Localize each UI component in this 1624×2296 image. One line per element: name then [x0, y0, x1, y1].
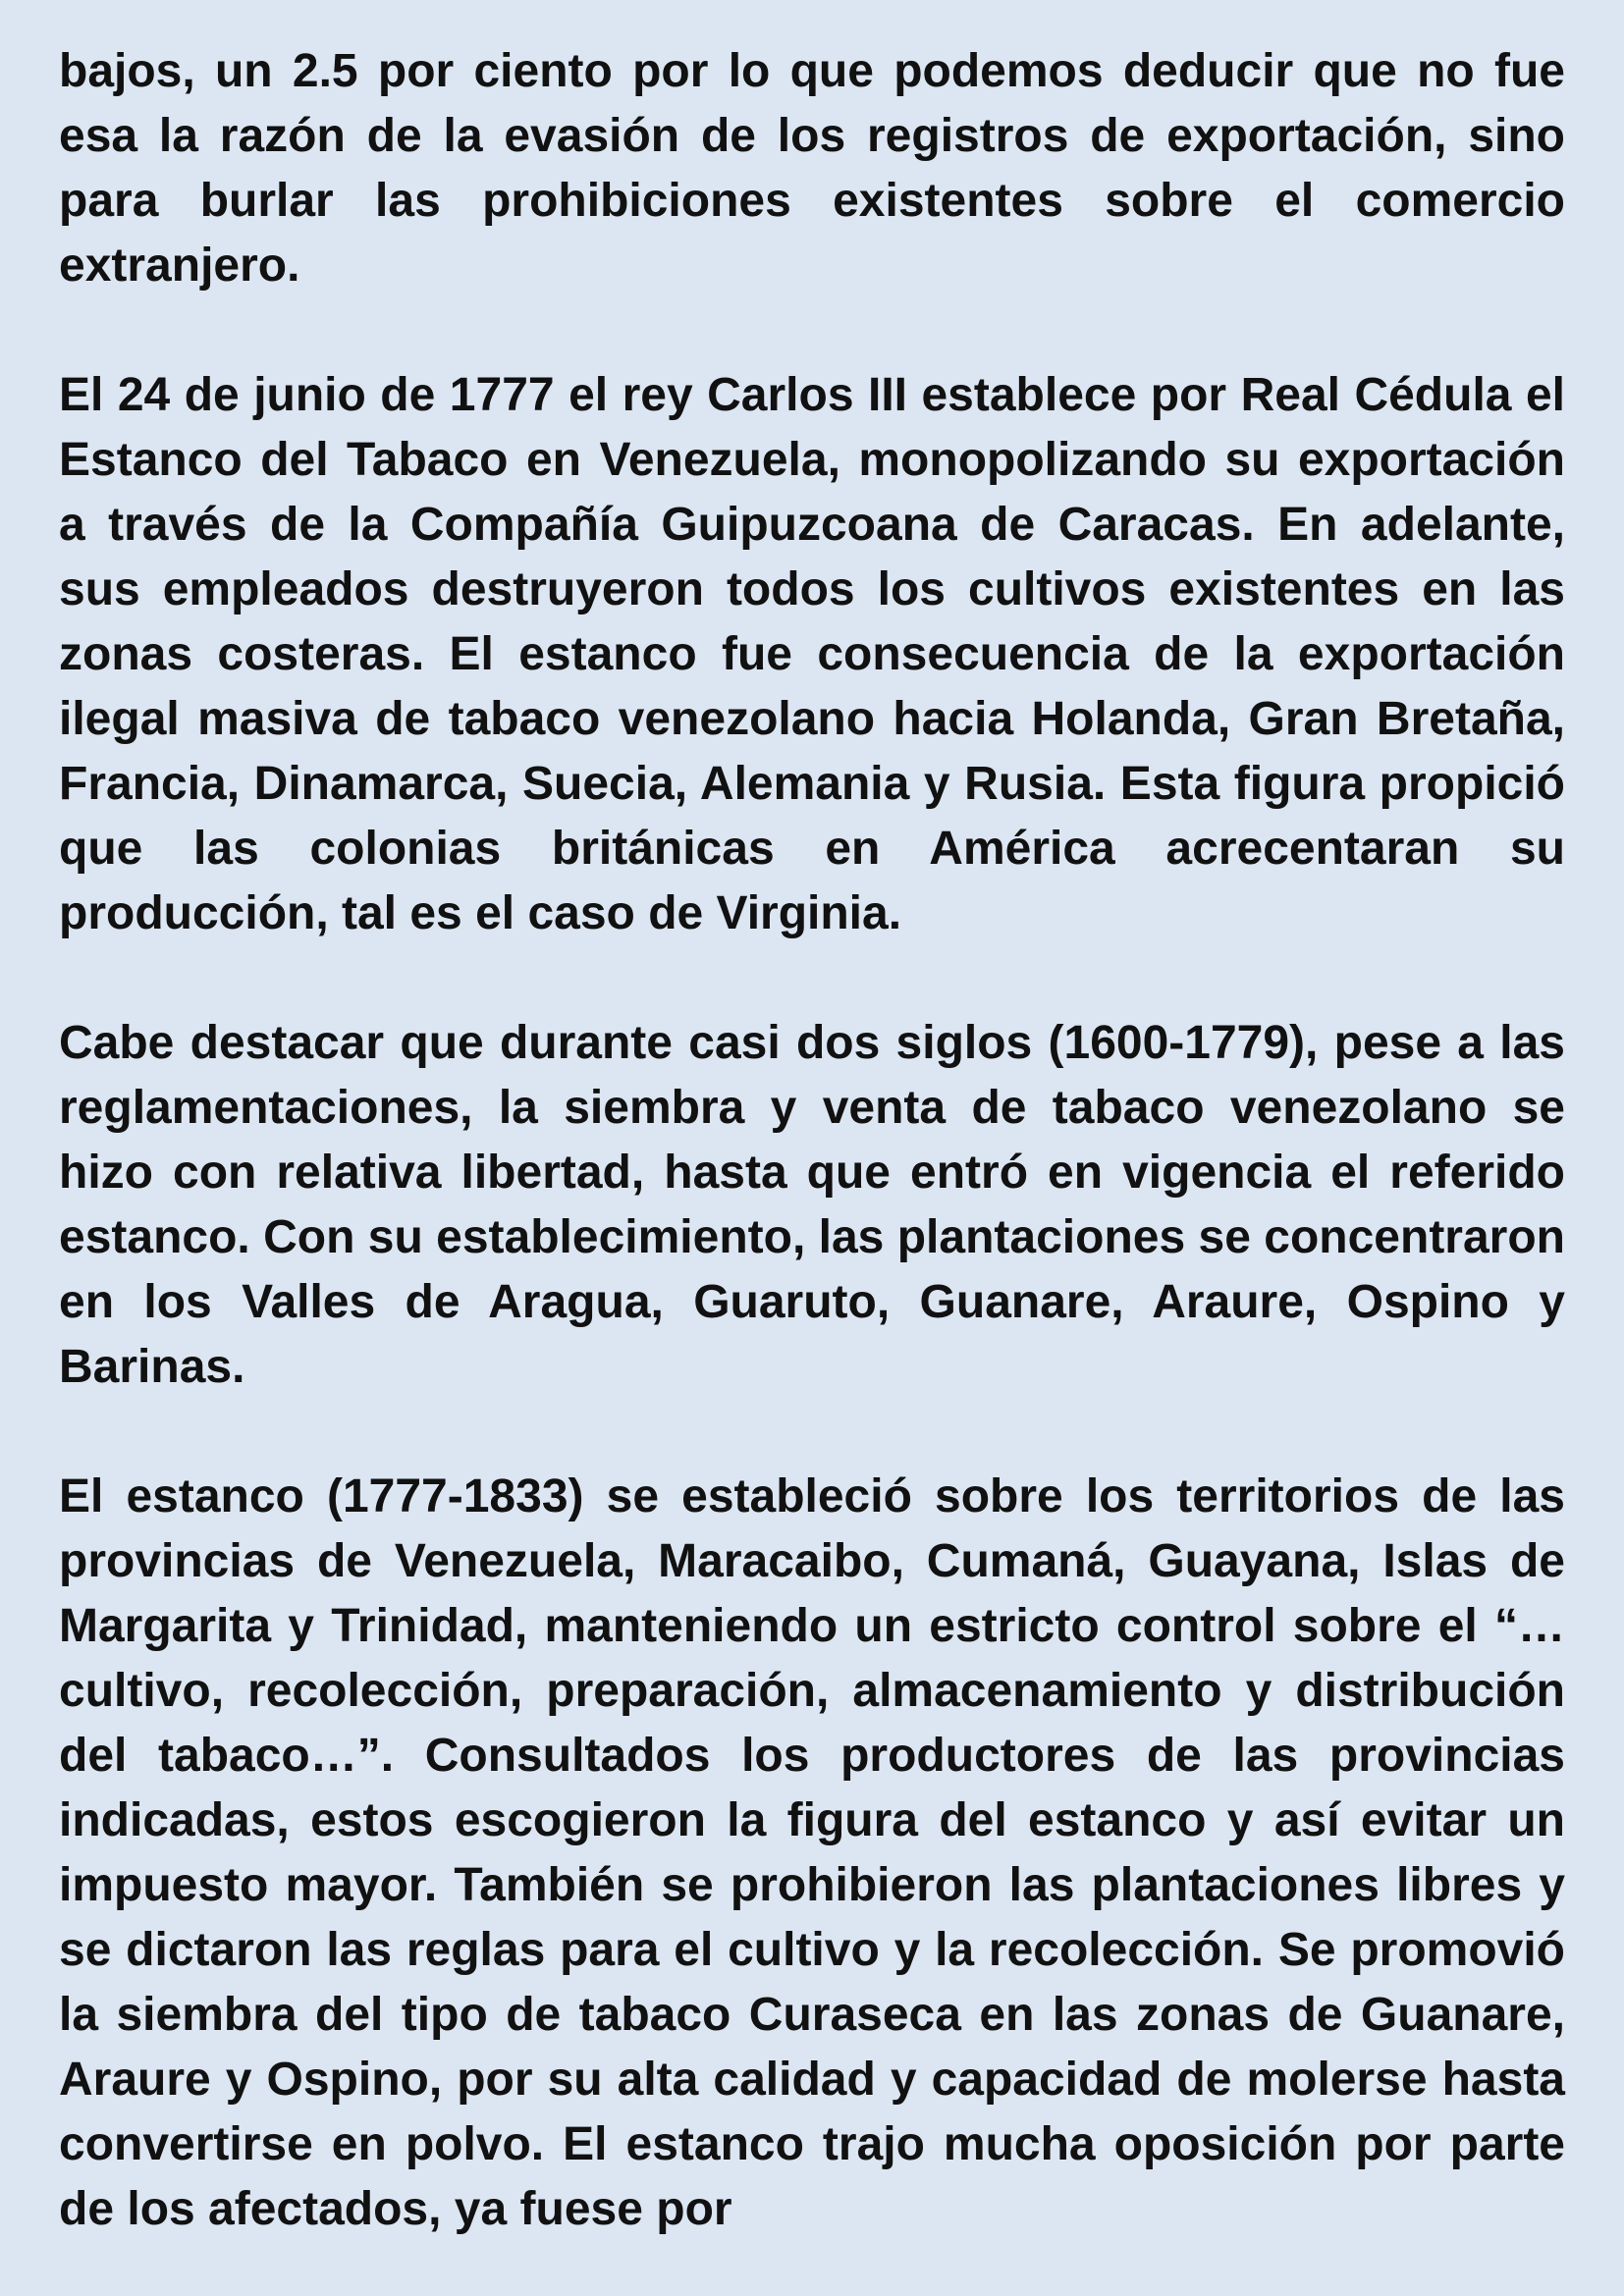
- paragraph-3: Cabe destacar que durante casi dos siglos (1600-1779), pese a las reglamentaciones, la siembra y venta de tabaco venezolano se hizo con relativa libertad, hasta que entró en vigencia el referido estanco. Con su establecimiento, las plantaciones se concentraron en los Valles de Aragua, Guaruto, Guanare, Araure, Ospino y Barinas.: [59, 1017, 1565, 1393]
- document-page: [59, 39, 1565, 2242]
- paragraph-4: El estanco (1777-1833) se estableció sobre los territorios de las provincias de Venezuela, Maracaibo, Cumaná, Guayana, Islas de Margarita y Trinidad, manteniendo un estricto control sobre el “…cultivo, recolección, preparación, almacenamiento y distribución del tabaco…”. Consultados los productores de las provincias indicadas, estos escogieron la figura del estanco y así evitar un impuesto mayor. También se prohibieron las plantaciones libres y se dictaron las reglas para el cultivo y la recolección. Se promovió la siembra del tipo de tabaco Curaseca en las zonas de Guanare, Araure y Ospino, por su alta calidad y capacidad de molerse hasta convertirse en polvo. El estanco trajo mucha oposición por parte de los afectados, ya fuese por: [59, 1470, 1565, 2235]
- paragraph-2: El 24 de junio de 1777 el rey Carlos III establece por Real Cédula el Estanco del Tabaco en Venezuela, monopolizando su exportación a través de la Compañía Guipuzcoana de Caracas. En adelante, sus empleados destruyeron todos los cultivos existentes en las zonas costeras. El estanco fue consecuencia de la exportación ilegal masiva de tabaco venezolano hacia Holanda, Gran Bretaña, Francia, Dinamarca, Suecia, Alemania y Rusia. Esta figura propició que las colonias británicas en América acrecentaran su producción, tal es el caso de Virginia.: [59, 369, 1565, 939]
- paragraph-1: bajos, un 2.5 por ciento por lo que podemos deducir que no fue esa la razón de la evasión de los registros de exportación, sino para burlar las prohibiciones existentes sobre el comercio extranjero.: [59, 45, 1565, 292]
